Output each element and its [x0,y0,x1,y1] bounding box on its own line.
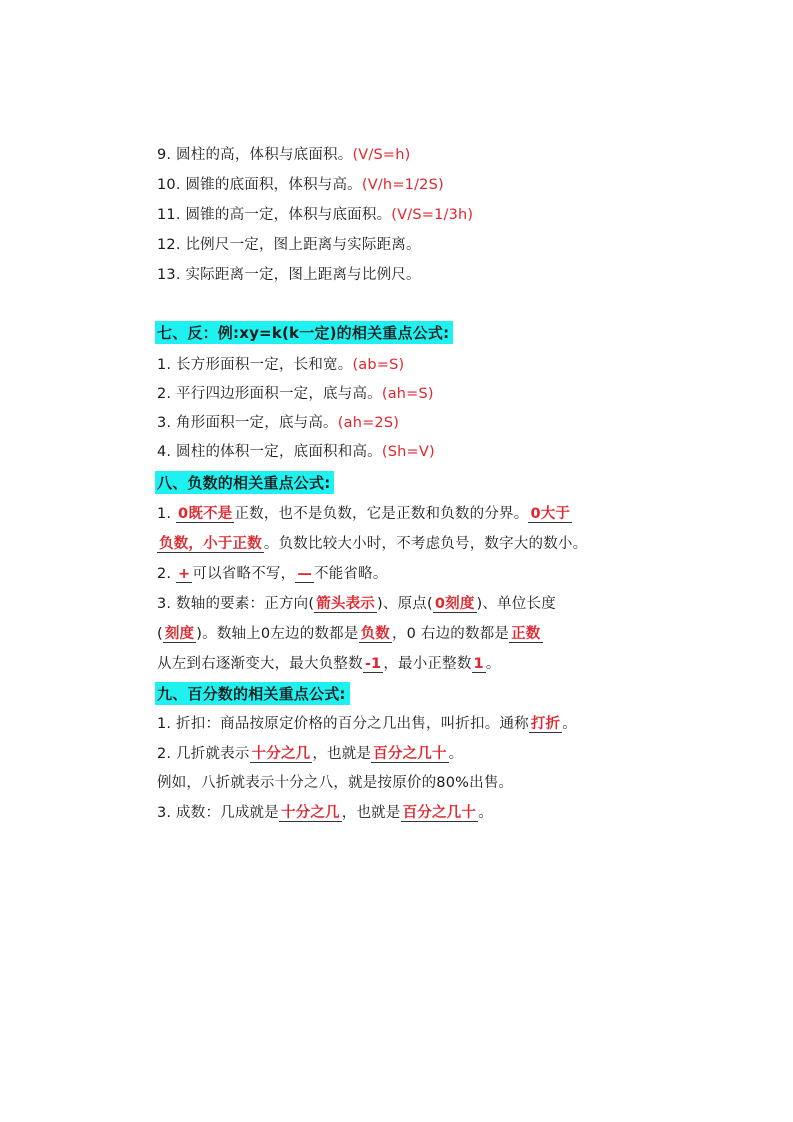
list-item: 13. 实际距离一定，图上距离与比例尺。 [157,267,421,283]
formula: (V/h=1/2S) [361,177,444,193]
answer-blank: 0既不是 [178,506,233,522]
list-item: 12. 比例尺一定，图上距离与实际距离。 [157,237,421,253]
list-item: 2. 平行四边形面积一定，底与高。(ah=S) [157,386,434,402]
section-heading-7: 七、反：例:xy=k(k一定)的相关重点公式: [157,323,453,344]
example-line: 例如，八折就表示十分之八，就是按原价的80%出售。 [157,775,514,791]
list-item: 9. 圆柱的高，体积与底面积。(V/S=h) [157,147,411,163]
list-item-continuation: 负数，小于正数 。负数比较大小时，不考虑负号，数字大的数小。 [159,536,588,552]
formula: (ah=S) [381,386,434,402]
list-item: 1. 折扣：商品按原定价格的百分之几出售，叫折扣。通称 打折 。 [157,716,577,732]
answer-blank: 百分之几十 [373,746,447,762]
formula: (ah=2S) [337,415,400,431]
answer-blank: 箭头表示 [316,596,376,612]
formula: (Sh=V) [381,444,435,460]
answer-blank: 十分之几 [251,746,311,762]
answer-blank: 0刻度 [434,596,475,612]
answer-blank: 1 [473,656,484,672]
section-heading-8: 八、负数的相关重点公式: [157,473,334,494]
list-item: 3. 数轴的要素：正方向( 箭头表示 )、原点( 0刻度 )、单位长度 [157,596,556,612]
formula: (V/S=1/3h) [391,207,474,223]
list-item: 3. 角形面积一定，底与高。(ah=2S) [157,415,400,431]
list-item-continuation: 从左到右逐渐变大，最大负整数 -1 ，最小正整数 1 。 [157,656,501,672]
answer-blank: — [297,566,313,582]
list-item: 2. + 可以省略不写， — 不能省略。 [157,566,388,582]
answer-blank: -1 [364,656,382,672]
answer-blank: 正数 [511,626,541,642]
formula: (ab=S) [352,357,405,373]
answer-blank: 负数 [360,626,390,642]
answer-blank: 十分之几 [280,805,340,821]
list-item: 1. 0既不是 正数，也不是负数，它是正数和负数的分界。 0大于 [157,506,571,522]
list-item: 1. 长方形面积一定，长和宽。(ab=S) [157,357,405,373]
list-item: 2. 几折就表示 十分之几 ，也就是 百分之几十 。 [157,746,464,762]
list-item: 3. 成数：几成就是 十分之几 ，也就是 百分之几十 。 [157,805,493,821]
list-item: 11. 圆锥的高一定，体积与底面积。(V/S=1/3h) [157,207,474,223]
formula: (V/S=h) [352,147,411,163]
list-item-continuation: ( 刻度 )。数轴上0左边的数都是 负数 ，0 右边的数都是 正数 [157,626,541,642]
answer-blank: 负数，小于正数 [159,536,262,552]
section-heading-9: 九、百分数的相关重点公式: [157,684,350,705]
list-item: 10. 圆锥的底面积，体积与高。(V/h=1/2S) [157,177,444,193]
answer-blank: 0大于 [530,506,571,522]
list-item: 4. 圆柱的体积一定，底面积和高。(Sh=V) [157,444,435,460]
answer-blank: 百分之几十 [402,805,477,821]
answer-blank: + [178,566,191,582]
answer-blank: 打折 [530,716,561,732]
answer-blank: 刻度 [164,626,195,642]
